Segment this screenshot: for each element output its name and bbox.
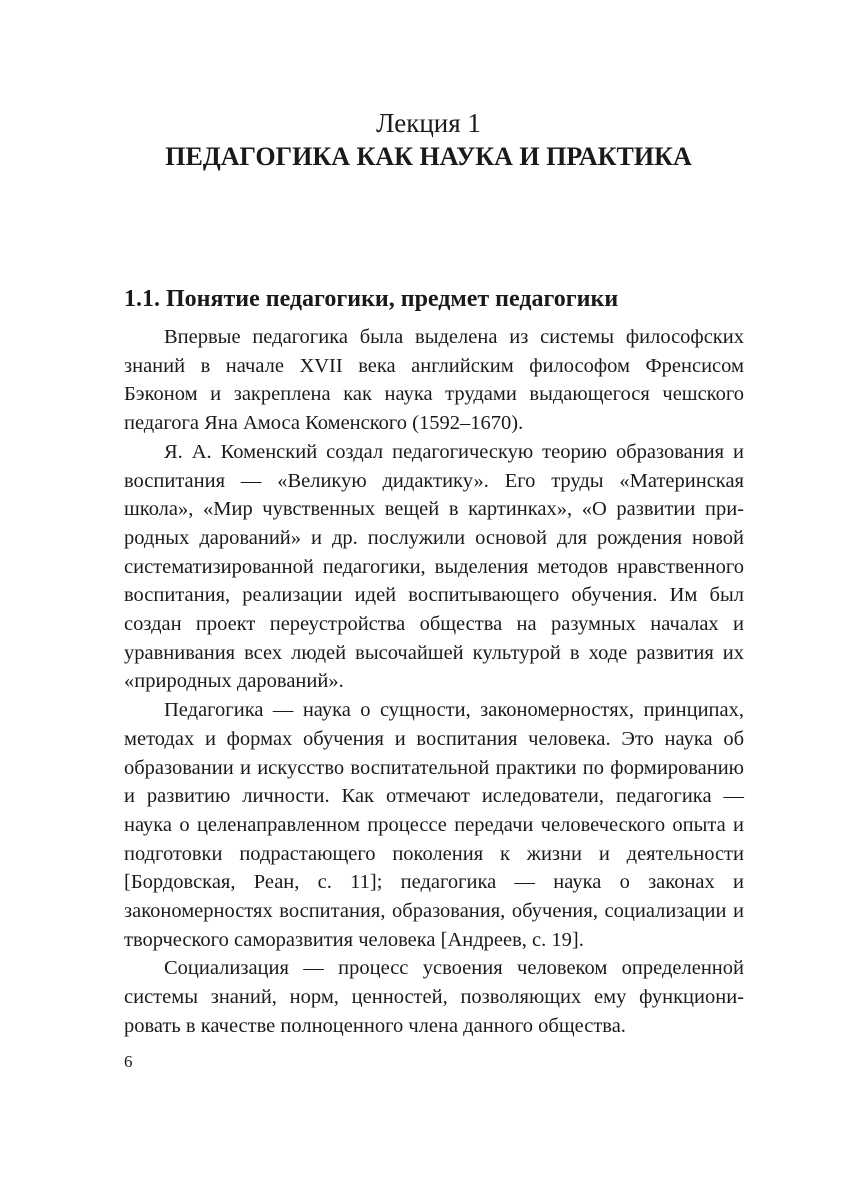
lecture-title: ПЕДАГОГИКА КАК НАУКА И ПРАКТИКА [165, 142, 692, 171]
section-title: 1.1. Понятие педагогики, предмет педагогики [124, 286, 619, 312]
page-number: 6 [124, 1052, 133, 1071]
body-text [124, 323, 744, 1041]
paragraph: Педагогика — наука о сущности, закономерностях, принципах, методах и формах обучения и воспитания человека. Это наука об образовании и искусство воспитательной практики по формированию и развитию личности. Как отмечают иследователи, педагогика — наука о целенаправленном процессе передачи человеческого опыта и подготовки подрастающего поколения к жизни и деятельности [Бордовская, Реан, с. 11]; педагогика — наука о законах и закономерностях воспитания, образования, обучения, социализации и творческого саморазвития человека [Андреев, с. 19]. [124, 699, 744, 951]
paragraph: Впервые педагогика была выделена из системы философских знаний в начале XVII века английским философом Френсисом Бэконом и закреплена как наука трудами выдающегося чешского педагога Яна Амоса Коменского (1592–1670). [124, 326, 744, 435]
lecture-label: Лекция 1 [376, 108, 481, 138]
paragraph: Я. А. Коменский создал педагогическую теорию образования и воспитания — «Великую дидактику». Его труды «Материнская школа», «Мир чувственных вещей в картинках», «О развитии природных дарований» и др. послужили основой для рождения новой систематизированной педагогики, выделения методов нравственного воспитания, реализации идей воспитывающего обучения. Им был создан проект переустройства общества на разумных началах и уравнивания всех людей высочайшей культурой в ходе развития их «природных дарований». [124, 440, 744, 693]
paragraph: Социализация — процесс усвоения человеком определенной системы знаний, норм, ценностей, позволяющих ему функционировать в качестве полноценного члена данного общества. [124, 957, 744, 1037]
